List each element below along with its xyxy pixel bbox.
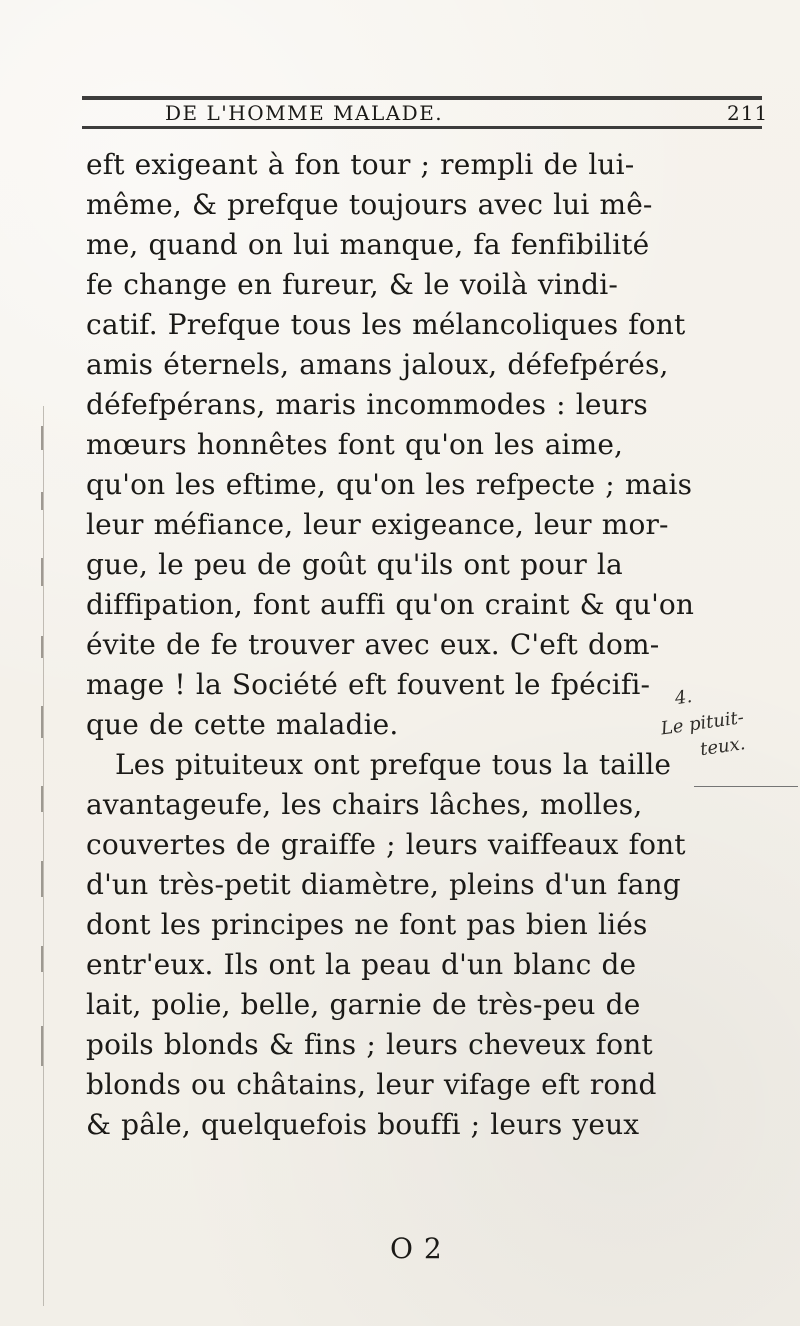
text-line-20: dont les principes ne font pas bien liés xyxy=(86,908,648,941)
running-head: DE L'HOMME MALADE. xyxy=(165,101,444,125)
margin-note-number: 4. xyxy=(673,686,694,710)
text-line-4: fe change en fureur, & le voilà vindi- xyxy=(86,268,618,301)
text-line-5: catif. Prefque tous les mélancoliques font xyxy=(86,308,686,341)
paragraph-start-line: Les pituiteux ont prefque tous la taille xyxy=(115,748,672,781)
header-bottom-rule xyxy=(82,126,762,129)
text-line-3: me, quand on lui manque, fa fenfibilité xyxy=(86,228,650,261)
text-line-9: qu'on les eftime, qu'on les refpecte ; mais xyxy=(86,468,693,501)
text-line-13: évite de fe trouver avec eux. C'eft dom- xyxy=(86,628,660,661)
text-line-24: blonds ou châtains, leur vifage eft rond xyxy=(86,1068,657,1101)
text-line-7: défefpérans, maris incommodes : leurs xyxy=(86,388,648,421)
text-line-23: poils blonds & fins ; leurs cheveux font xyxy=(86,1028,653,1061)
text-line-6: amis éternels, amans jaloux, défefpérés, xyxy=(86,348,669,381)
text-line-8: mœurs honnêtes font qu'on les aime, xyxy=(86,428,624,461)
binding-edge-marks xyxy=(40,406,48,1306)
text-line-19: d'un très-petit diamètre, pleins d'un fang xyxy=(86,868,681,901)
page-number: 211 xyxy=(727,101,769,125)
header-top-rule xyxy=(82,96,762,100)
text-line-2: même, & prefque toujours avec lui mê- xyxy=(86,188,653,221)
text-line-21: entr'eux. Ils ont la peau d'un blanc de xyxy=(86,948,637,981)
text-line-10: leur méfiance, leur exigeance, leur mor- xyxy=(86,508,669,541)
text-line-17: avantageufe, les chairs lâches, molles, xyxy=(86,788,643,821)
text-line-22: lait, polie, belle, garnie de très-peu de xyxy=(86,988,641,1021)
margin-note-line-1: Le pituit- xyxy=(659,707,746,740)
text-line-11: gue, le peu de goût qu'ils ont pour la xyxy=(86,548,623,581)
text-line-1: eft exigeant à fon tour ; rempli de lui- xyxy=(86,148,635,181)
margin-separator-line xyxy=(694,786,798,787)
text-line-15: que de cette maladie. xyxy=(86,708,399,741)
main-text-block xyxy=(86,145,722,1145)
text-line-12: diffipation, font auffi qu'on craint & qu'on xyxy=(86,588,695,621)
text-line-18: couvertes de graiffe ; leurs vaiffeaux font xyxy=(86,828,686,861)
text-line-25: & pâle, quelquefois bouffi ; leurs yeux xyxy=(86,1108,640,1141)
margin-note-line-2: teux. xyxy=(698,733,747,761)
signature-mark: O 2 xyxy=(390,1232,443,1265)
text-line-14: mage ! la Société eft fouvent le fpécifi- xyxy=(86,668,651,701)
